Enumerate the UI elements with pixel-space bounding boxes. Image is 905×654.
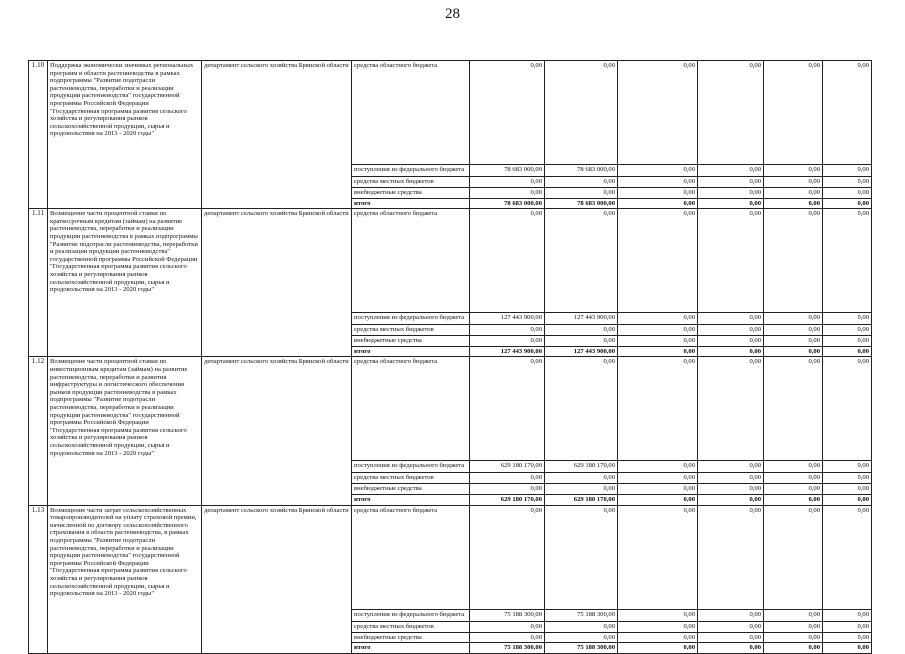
amount-cell: 0,00 [618,643,698,654]
executor: департамент сельского хозяйства Брянской области [202,505,352,653]
amount-cell: 0,00 [618,336,698,347]
amount-cell: 0,00 [823,632,872,643]
amount-cell: 0,00 [764,461,823,473]
amount-cell: 78 683 000,00 [470,165,545,177]
table-row [29,61,872,165]
amount-cell: 0,00 [764,494,823,505]
amount-cell: 0,00 [823,188,872,199]
amount-cell: 0,00 [764,621,823,632]
amount-cell: 0,00 [698,336,764,347]
amount-cell: 75 188 300,00 [470,643,545,654]
amount-cell: 0,00 [698,494,764,505]
amount-cell: 0,00 [698,209,764,313]
amount-cell: 0,00 [698,61,764,165]
amount-cell: 0,00 [470,473,545,484]
amount-cell: 0,00 [618,505,698,609]
amount-cell: 0,00 [764,609,823,621]
amount-cell: 0,00 [823,313,872,325]
amount-cell: 0,00 [545,61,618,165]
table-row [29,357,872,461]
amount-cell: 0,00 [545,505,618,609]
funding-source-label: внебюджетные средства [352,188,470,199]
amount-cell: 0,00 [618,313,698,325]
amount-cell: 0,00 [618,325,698,336]
amount-cell: 0,00 [698,643,764,654]
amount-cell: 0,00 [764,357,823,461]
row-number: 1.11 [29,209,48,357]
amount-cell: 629 180 170,00 [470,461,545,473]
amount-cell: 0,00 [823,357,872,461]
amount-cell: 0,00 [470,484,545,495]
amount-cell: 127 443 900,00 [545,313,618,325]
amount-cell: 0,00 [470,209,545,313]
amount-cell: 0,00 [823,461,872,473]
amount-cell: 0,00 [823,198,872,209]
amount-cell: 0,00 [698,346,764,357]
amount-cell: 0,00 [545,209,618,313]
amount-cell: 629 180 170,00 [470,494,545,505]
funding-source-label: поступления из федерального бюджета [352,609,470,621]
amount-cell: 0,00 [545,177,618,188]
amount-cell: 0,00 [618,494,698,505]
amount-cell: 0,00 [823,494,872,505]
amount-cell: 0,00 [698,461,764,473]
amount-cell: 0,00 [698,621,764,632]
row-number: 1.12 [29,357,48,505]
amount-cell: 75 188 300,00 [545,609,618,621]
amount-cell: 0,00 [823,505,872,609]
row-number: 1.13 [29,505,48,653]
executor: департамент сельского хозяйства Брянской области [202,61,352,209]
amount-cell: 0,00 [698,188,764,199]
amount-cell: 0,00 [764,346,823,357]
page-number: 28 [445,6,460,22]
amount-cell: 75 188 300,00 [470,609,545,621]
amount-cell: 0,00 [823,484,872,495]
amount-cell: 0,00 [823,177,872,188]
amount-cell: 0,00 [470,325,545,336]
amount-cell: 0,00 [764,632,823,643]
amount-cell: 0,00 [823,609,872,621]
amount-cell: 0,00 [545,473,618,484]
funding-source-label: средства областного бюджета [352,357,470,461]
amount-cell: 0,00 [823,165,872,177]
amount-cell: 0,00 [545,621,618,632]
budget-table-body [29,61,872,654]
amount-cell: 78 683 000,00 [545,198,618,209]
amount-cell: 0,00 [618,346,698,357]
amount-cell: 0,00 [823,209,872,313]
amount-cell: 0,00 [545,632,618,643]
amount-cell: 0,00 [470,505,545,609]
amount-cell: 0,00 [698,165,764,177]
amount-cell: 0,00 [545,188,618,199]
amount-cell: 0,00 [618,209,698,313]
amount-cell: 0,00 [470,188,545,199]
amount-cell: 0,00 [823,325,872,336]
amount-cell: 0,00 [698,473,764,484]
amount-cell: 0,00 [698,505,764,609]
funding-source-label: средства областного бюджета [352,505,470,609]
amount-cell: 0,00 [823,346,872,357]
amount-cell: 0,00 [470,357,545,461]
amount-cell: 0,00 [618,61,698,165]
amount-cell: 127 443 900,00 [545,346,618,357]
amount-cell: 0,00 [618,632,698,643]
amount-cell: 0,00 [764,188,823,199]
amount-cell: 0,00 [764,313,823,325]
funding-source-label: итого [352,198,470,209]
amount-cell: 0,00 [470,61,545,165]
table-row [29,505,872,609]
executor: департамент сельского хозяйства Брянской области [202,357,352,505]
amount-cell: 0,00 [698,609,764,621]
executor: департамент сельского хозяйства Брянской области [202,209,352,357]
amount-cell: 0,00 [618,484,698,495]
amount-cell: 0,00 [618,177,698,188]
amount-cell: 0,00 [823,643,872,654]
measure-description: Поддержка экономически значимых региональных программ в области растениеводства в рамках подпрограммы "Развитие подотрасли растениеводства, переработки и реализации продукции растениеводства" государственной программы Российской Федерации "Государственная программа развития сельского хозяйства и регулирования рынков сельскохозяйственной продукции, сырья и продовольствия на 2013 - 2020 годы" [48,61,202,209]
funding-source-label: средства местных бюджетов [352,325,470,336]
amount-cell: 0,00 [545,357,618,461]
amount-cell: 0,00 [618,473,698,484]
amount-cell: 0,00 [764,61,823,165]
funding-source-label: средства областного бюджета [352,61,470,165]
amount-cell: 0,00 [698,313,764,325]
amount-cell: 0,00 [618,461,698,473]
amount-cell: 0,00 [823,336,872,347]
amount-cell: 127 443 900,00 [470,346,545,357]
row-number: 1.10 [29,61,48,209]
funding-source-label: средства областного бюджета [352,209,470,313]
funding-source-label: внебюджетные средства [352,632,470,643]
amount-cell: 0,00 [698,177,764,188]
amount-cell: 0,00 [618,165,698,177]
amount-cell: 0,00 [618,198,698,209]
amount-cell: 0,00 [764,177,823,188]
table-row [29,209,872,313]
amount-cell: 0,00 [470,177,545,188]
measure-description: Возмещение части процентной ставки по краткосрочным кредитам (займам) на развитие растениеводства, переработки и реализации продукции растениеводства в рамках подпрограммы "Развитие подотрасли растениеводства, переработки и реализации продукции растениеводства" государственной программы Российской Федерации "Государственная программа развития сельского хозяйства и регулирования рынков сельскохозяйственной продукции, сырья и продовольствия на 2013 - 2020 годы" [48,209,202,357]
funding-source-label: итого [352,494,470,505]
amount-cell: 0,00 [698,357,764,461]
amount-cell: 0,00 [618,357,698,461]
amount-cell: 127 443 900,00 [470,313,545,325]
amount-cell: 0,00 [545,336,618,347]
amount-cell: 78 683 000,00 [470,198,545,209]
amount-cell: 0,00 [764,165,823,177]
amount-cell: 0,00 [764,505,823,609]
amount-cell: 0,00 [698,632,764,643]
amount-cell: 0,00 [618,188,698,199]
funding-source-label: поступления из федерального бюджета [352,313,470,325]
amount-cell: 0,00 [764,198,823,209]
funding-source-label: средства местных бюджетов [352,621,470,632]
amount-cell: 0,00 [764,484,823,495]
amount-cell: 0,00 [698,198,764,209]
amount-cell: 629 180 170,00 [545,461,618,473]
measure-description: Возмещение части затрат сельскохозяйственных товаропроизводителей на уплату страховой премии, начисленной по договору сельскохозяйственного страхования в области растениеводства, в рамках подпрограммы "Развитие подотрасли растениеводства, переработки и реализации продукции растениеводства" государственной программы Российской Федерации "Государственная программа развития сельского хозяйства и регулирования рынков сельскохозяйственной продукции, сырья и продовольствия на 2013 - 2020 годы" [48,505,202,653]
amount-cell: 0,00 [698,484,764,495]
funding-source-label: средства местных бюджетов [352,473,470,484]
amount-cell: 0,00 [545,484,618,495]
amount-cell: 0,00 [823,61,872,165]
amount-cell: 0,00 [545,325,618,336]
amount-cell: 629 180 170,00 [545,494,618,505]
amount-cell: 0,00 [618,609,698,621]
funding-source-label: итого [352,346,470,357]
funding-source-label: внебюджетные средства [352,484,470,495]
amount-cell: 0,00 [764,209,823,313]
amount-cell: 0,00 [823,621,872,632]
amount-cell: 0,00 [764,325,823,336]
funding-source-label: итого [352,643,470,654]
amount-cell: 0,00 [470,621,545,632]
measure-description: Возмещение части процентной ставки по инвестиционным кредитам (займам) на развитие растениеводства, переработки и развития инфраструктуры и логистического обеспечения рынков продукции растениеводства в рамках подпрограммы "Развитие подотрасли растениеводства, переработки и реализации продукции растениеводства" государственной программы Российской Федерации "Государственная программа развития сельского хозяйства и регулирования рынков сельскохозяйственной продукции, сырья и продовольствия на 2013 - 2020 годы" [48,357,202,505]
amount-cell: 0,00 [764,643,823,654]
amount-cell: 75 188 300,00 [545,643,618,654]
amount-cell: 0,00 [618,621,698,632]
funding-source-label: внебюджетные средства [352,336,470,347]
funding-source-label: поступления из федерального бюджета [352,165,470,177]
funding-source-label: поступления из федерального бюджета [352,461,470,473]
amount-cell: 0,00 [698,325,764,336]
budget-table [28,60,872,654]
funding-source-label: средства местных бюджетов [352,177,470,188]
amount-cell: 0,00 [764,473,823,484]
amount-cell: 0,00 [470,336,545,347]
amount-cell: 0,00 [764,336,823,347]
amount-cell: 0,00 [823,473,872,484]
amount-cell: 0,00 [470,632,545,643]
amount-cell: 78 683 000,00 [545,165,618,177]
